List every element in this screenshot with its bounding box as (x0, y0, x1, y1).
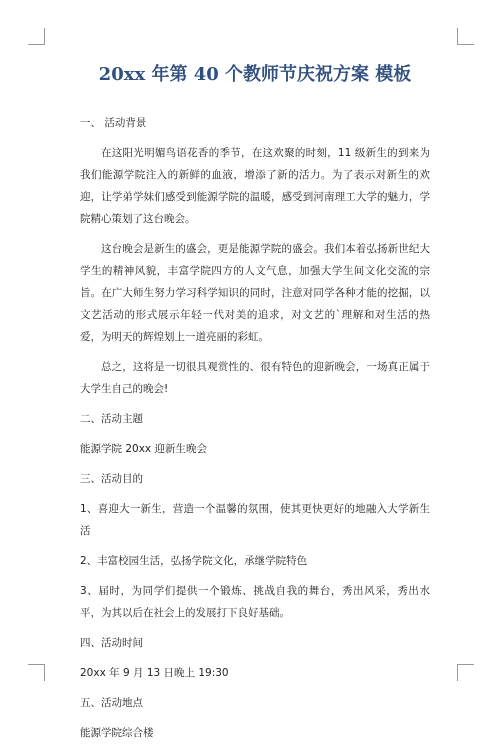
time-text: 20xx 年 9 月 13 日晚上 19:30 (80, 667, 229, 679)
crop-mark-top-left (28, 28, 45, 45)
document-page (80, 60, 430, 744)
background-paragraph-3: 总之，这将是一切很具观赏性的、很有特色的迎新晚会，一场真正属于大学生自己的晚会! (80, 361, 430, 395)
section-heading-time: 四、活动时间 (80, 637, 143, 649)
crop-mark-bottom-left (28, 664, 45, 681)
place-text: 能源学院综合楼 (80, 727, 154, 739)
background-paragraph-2: 这台晚会是新生的盛会，更是能源学院的盛会。我们本着弘扬新世纪大学生的精神风貌，丰富学院四方的人文气息，加强大学生间文化交流的宗旨。在广大师生努力学习科学知识的同时，注意对同学各种才能的挖掘，以文艺活动的形式展示年轻一代对美的追求，对文艺的`理解和对生活的热爱，为明天的辉煌划上一道亮丽的彩虹。 (80, 243, 430, 343)
document-title: 20xx 年第 40 个教师节庆祝方案 模板 (98, 64, 412, 85)
background-paragraph-1: 在这阳光明媚鸟语花香的季节，在这欢聚的时刻，11 级新生的到来为我们能源学院注入的新鲜的血液，增添了新的活力。为了表示对新生的欢迎，让学弟学妹们感受到能源学院的温暖，感受到河南理工大学的魅力，学院精心策划了这台晚会。 (80, 147, 430, 225)
section-heading-background: 一、 活动背景 (80, 117, 147, 129)
purpose-item-2: 2、丰富校园生活，弘扬学院文化，承继学院特色 (80, 555, 308, 567)
purpose-item-3: 3、届时，为同学们提供一个锻炼、挑战自我的舞台，秀出风采，秀出水平，为其以后在社会上的发展打下良好基础。 (80, 585, 430, 619)
section-heading-theme: 二、活动主题 (80, 413, 143, 425)
purpose-item-1: 1、喜迎大一新生，营造一个温馨的氛围，使其更快更好的地融入大学新生活 (80, 503, 430, 537)
section-heading-place: 五、活动地点 (80, 697, 143, 709)
crop-mark-top-right (457, 28, 474, 45)
crop-mark-bottom-right (457, 664, 474, 681)
theme-text: 能源学院 20xx 迎新生晚会 (80, 443, 207, 455)
section-heading-purpose: 三、活动目的 (80, 473, 143, 485)
